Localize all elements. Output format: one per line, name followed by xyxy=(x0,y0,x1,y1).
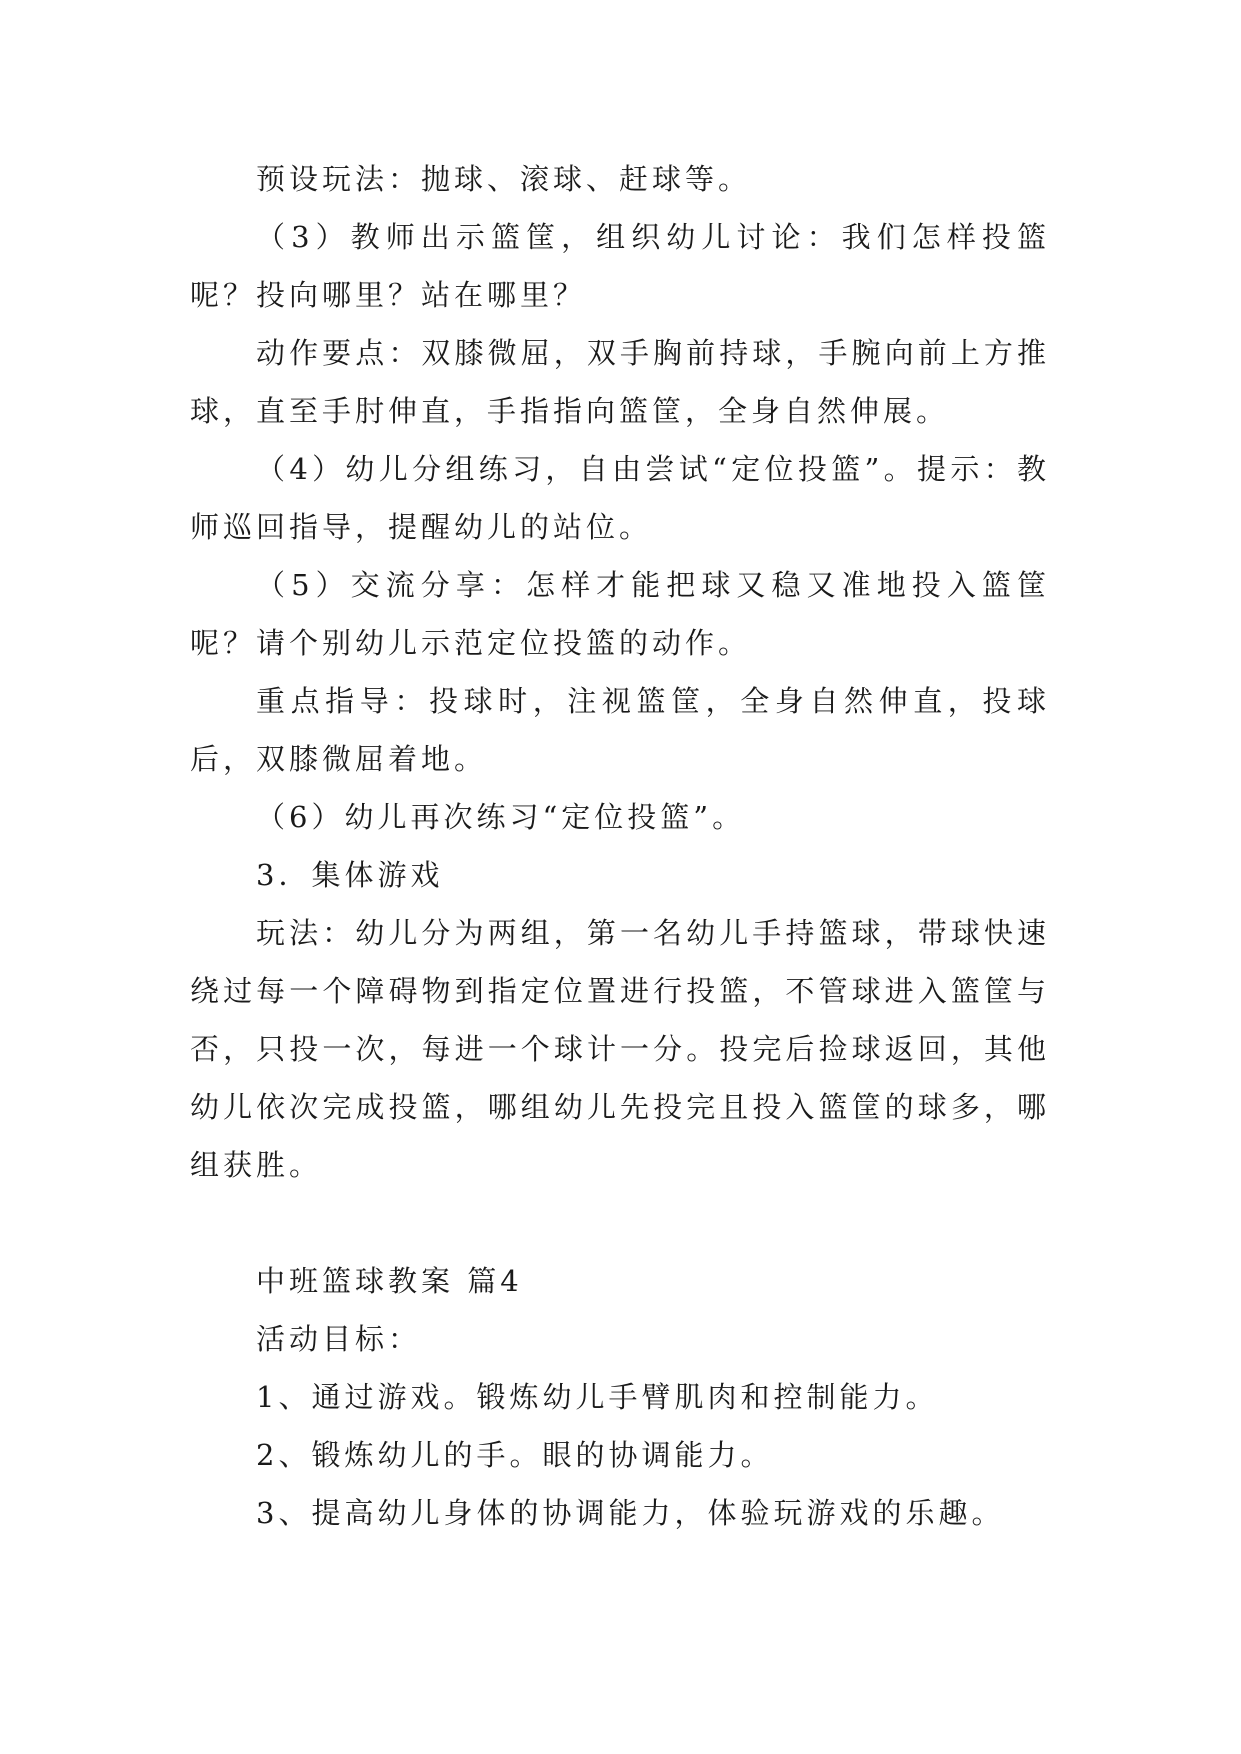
paragraph: （4）幼儿分组练习，自由尝试“定位投篮”。提示：教师巡回指导，提醒幼儿的站位。 xyxy=(190,452,1050,544)
lesson-title: 中班篮球教案 篇4 xyxy=(256,1264,523,1298)
paragraph: （3）教师出示篮筐，组织幼儿讨论：我们怎样投篮呢？投向哪里？站在哪里？ xyxy=(190,220,1050,312)
list-item: 3、提高幼儿身体的协调能力，体验玩游戏的乐趣。 xyxy=(256,1496,1005,1530)
list-item: 2、锻炼幼儿的手。眼的协调能力。 xyxy=(256,1438,774,1472)
paragraph: （6）幼儿再次练习“定位投篮”。 xyxy=(256,800,746,834)
paragraph: （5）交流分享：怎样才能把球又稳又准地投入篮筐呢？请个别幼儿示范定位投篮的动作。 xyxy=(190,568,1050,660)
list-item: 1、通过游戏。锻炼幼儿手臂肌肉和控制能力。 xyxy=(256,1380,939,1414)
paragraph: 动作要点：双膝微屈，双手胸前持球，手腕向前上方推球，直至手肘伸直，手指指向篮筐，全身自然伸展。 xyxy=(190,336,1050,428)
paragraph: 重点指导：投球时，注视篮筐，全身自然伸直，投球后，双膝微屈着地。 xyxy=(190,684,1050,776)
subheading: 活动目标： xyxy=(256,1322,422,1356)
paragraph: 玩法：幼儿分为两组，第一名幼儿手持篮球，带球快速绕过每一个障碍物到指定位置进行投篮，不管球进入篮筐与否，只投一次，每进一个球计一分。投完后捡球返回，其他幼儿依次完成投篮，哪组幼儿先投完且投入篮筐的球多，哪组获胜。 xyxy=(190,916,1050,1182)
section-spacer xyxy=(190,1194,1050,1252)
document-body xyxy=(190,150,1050,1542)
section-heading: 3．集体游戏 xyxy=(256,858,444,892)
paragraph: 预设玩法：抛球、滚球、赶球等。 xyxy=(256,162,752,196)
